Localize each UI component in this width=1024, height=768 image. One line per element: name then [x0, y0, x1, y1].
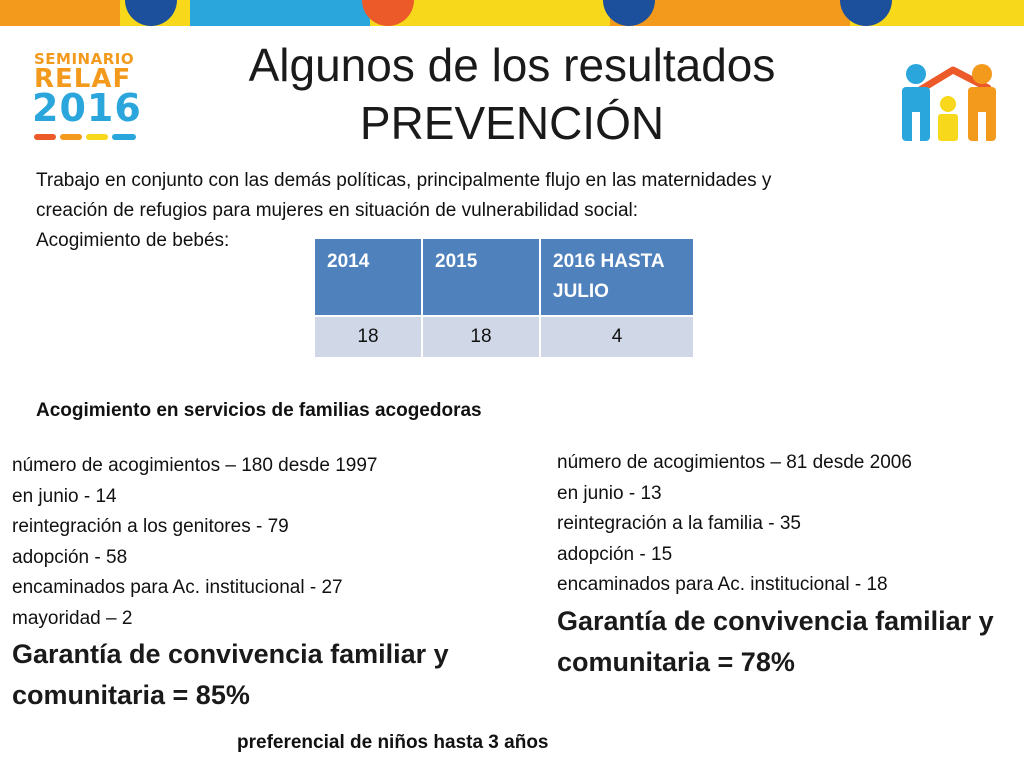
- family-icon: [898, 62, 1000, 146]
- slide-title: [160, 36, 864, 152]
- table-cell: 4: [540, 316, 693, 357]
- right-line: en junio - 13: [557, 482, 662, 504]
- left-guarantee-line-2: comunitaria = 85%: [12, 680, 250, 710]
- intro-line-1: Trabajo en conjunto con las demás políticas, principalmente flujo en las maternidades y: [36, 170, 772, 191]
- table-cell: 18: [315, 316, 422, 357]
- logo-line-2: RELAF: [34, 64, 132, 94]
- title-line-2: PREVENCIÓN: [359, 97, 665, 149]
- right-line: encaminados para Ac. institucional - 18: [557, 574, 888, 595]
- left-results-column: [12, 451, 449, 716]
- left-line: número de acogimientos – 180 desde 1997: [12, 455, 378, 476]
- right-guarantee-line-2: comunitaria = 78%: [557, 646, 795, 677]
- baby-fostering-table: [315, 239, 693, 357]
- table-header-row: [315, 239, 693, 316]
- footer-note: preferencial de niños hasta 3 años: [237, 732, 549, 753]
- logo-line-3: 2016: [32, 86, 142, 130]
- table-row: [315, 316, 693, 357]
- left-line: en junio - 14: [12, 485, 117, 507]
- intro-line-3: Acogimiento de bebés:: [36, 230, 230, 251]
- top-decorative-band: [0, 0, 1024, 26]
- left-guarantee-line-1: Garantía de convivencia familiar y: [12, 639, 449, 669]
- right-line: reintegración a la familia - 35: [557, 513, 801, 534]
- logo-line-1: SEMINARIO: [34, 50, 135, 68]
- left-line: mayoridad – 2: [12, 607, 133, 629]
- table-header-cell: 2015: [422, 239, 540, 316]
- right-guarantee-line-1: Garantía de convivencia familiar y: [557, 605, 994, 636]
- right-line: adopción - 15: [557, 543, 673, 565]
- seminario-relaf-logo: [30, 48, 140, 144]
- left-line: reintegración a los genitores - 79: [12, 516, 289, 537]
- left-line: adopción - 58: [12, 546, 128, 568]
- intro-line-2: creación de refugios para mujeres en situación de vulnerabilidad social:: [36, 200, 639, 221]
- foster-families-heading: Acogimiento en servicios de familias acogedoras: [36, 400, 482, 421]
- title-line-1: Algunos de los resultados: [248, 39, 776, 91]
- table-cell: 18: [422, 316, 540, 357]
- left-line: encaminados para Ac. institucional - 27: [12, 577, 343, 598]
- table-header-cell: 2016 HASTA JULIO: [540, 239, 693, 316]
- table-header-cell: 2014: [315, 239, 422, 316]
- right-results-column: [557, 448, 994, 683]
- right-line: número de acogimientos – 81 desde 2006: [557, 452, 912, 473]
